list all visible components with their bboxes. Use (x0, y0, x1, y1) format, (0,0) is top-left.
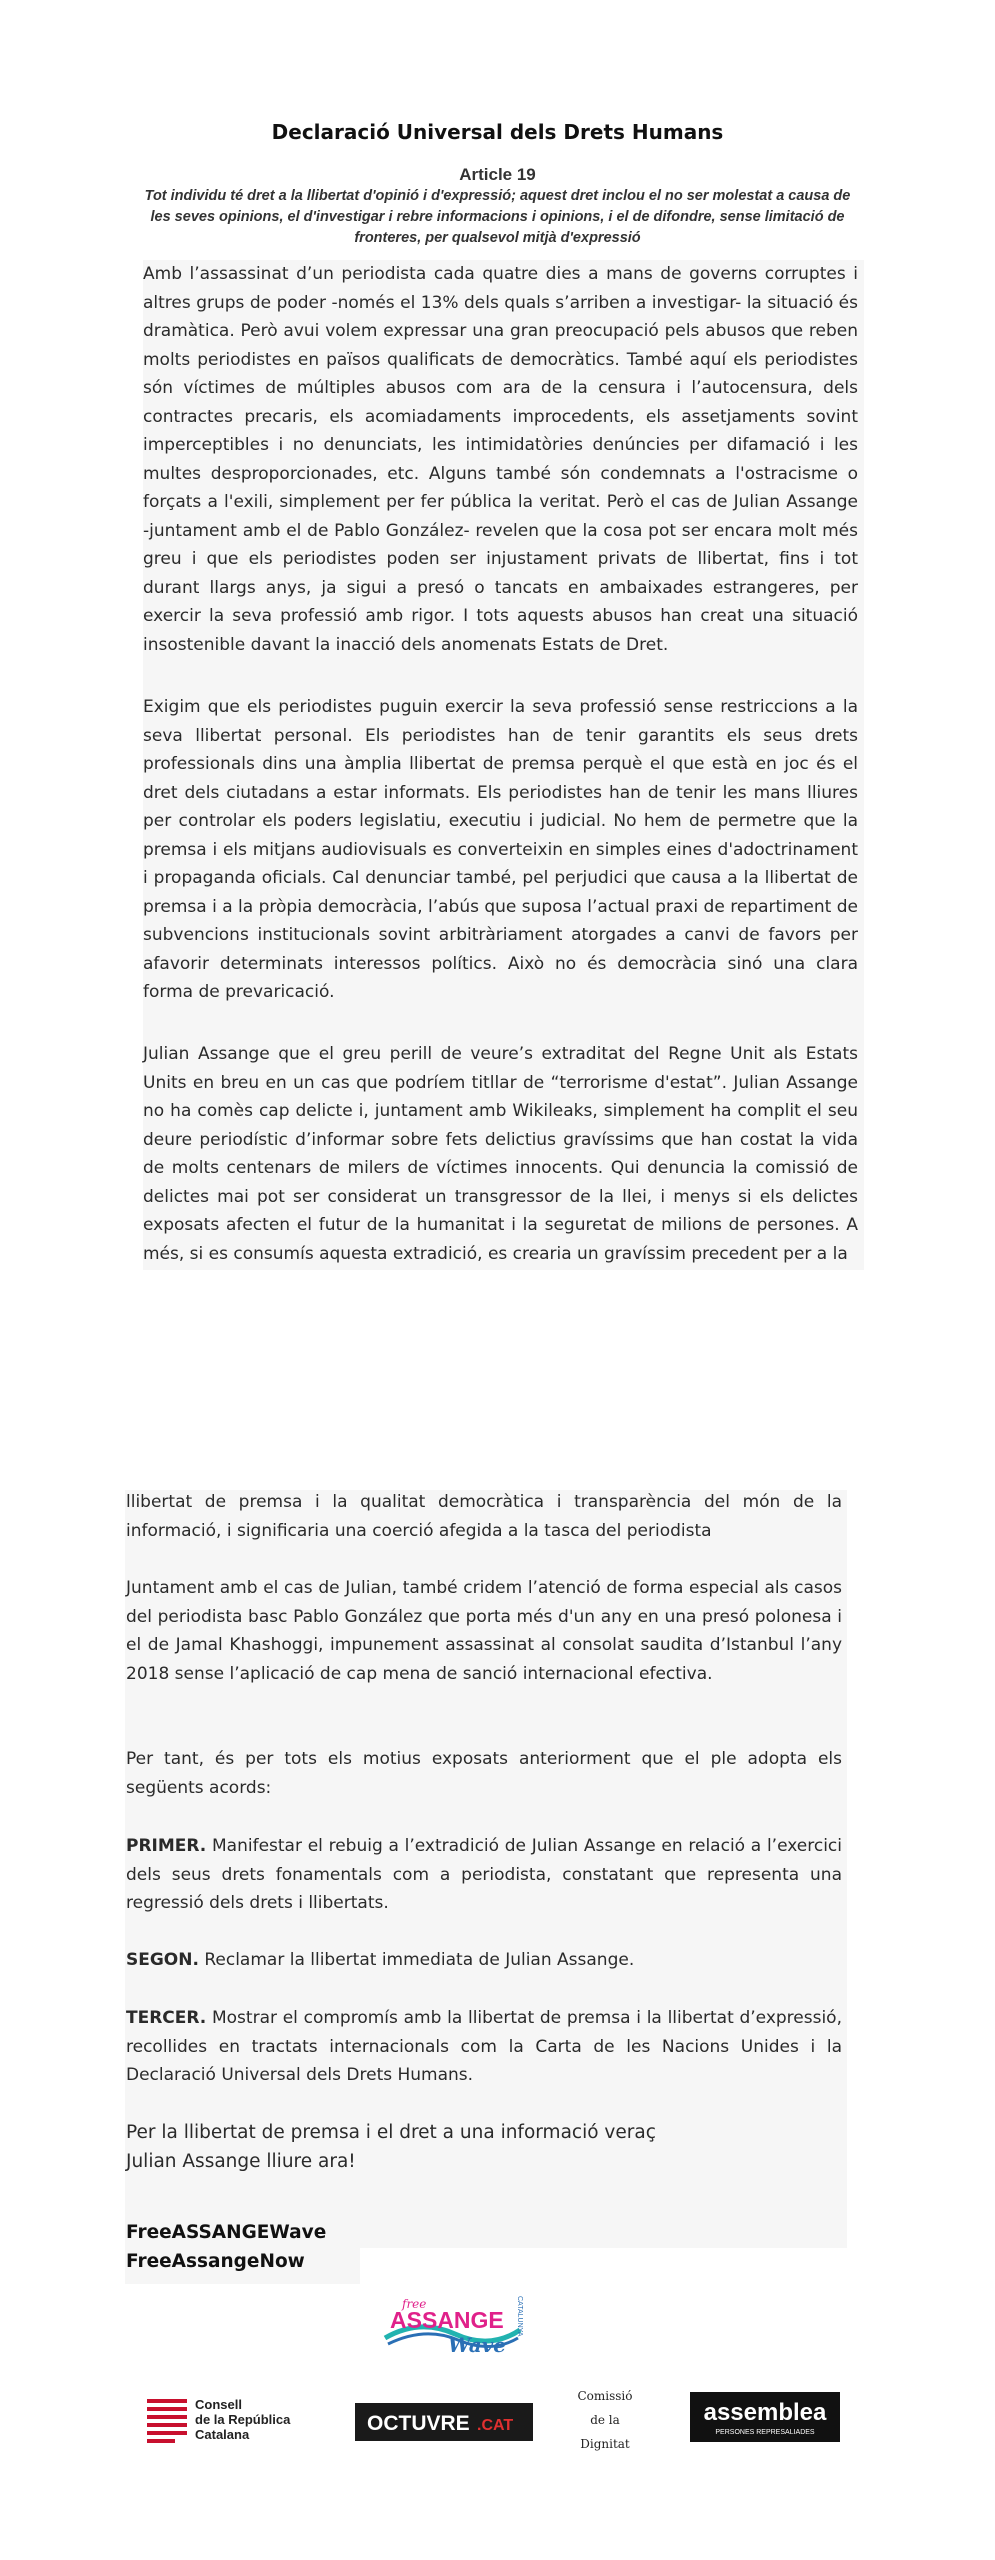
logo-text: Catalana (195, 2427, 250, 2442)
logo-text: CATALUNYA (516, 2296, 523, 2337)
paragraph: llibertat de premsa i la qualitat democràtica i transparència del món de la informació, i significaria una coerció afegida a la tasca del periodista (126, 1492, 842, 1541)
logo-text: ASSANGE (390, 2307, 504, 2333)
assemblea-logo (690, 2392, 840, 2442)
paragraph: Exigim que els periodistes puguin exercir la seva professió sense restriccions a la seva llibertat personal. Els periodistes han de tenir garantits els seus drets professionals dins una àmplia llibertat de premsa perquè el que està en joc és el dret dels ciutadans a estar informats. Els periodistes han de tenir les mans lliures per controlar els poders legislatiu, executiu i judicial. No hem de permetre que la premsa i els mitjans audiovisuals es converteixin en simples eines d'adoctrinament i propaganda oficials. Cal denunciar també, pel perjudici que causa a la llibertat de premsa i a la pròpia democràcia, l’abús que suposa l’actual praxi de repartiment de subvencions institucionals sovint arbitràriament atorgades a canvi de favors per afavorir determinats interessos polítics. Això no és democràcia sinó una clara forma de prevaricació. (143, 697, 858, 1002)
hashtags (126, 2218, 326, 2276)
paragraph: Julian Assange que el greu perill de veure’s extraditat del Regne Unit als Estats Units en breu en un cas que podríem titllar de “terrorisme d'estat”. Julian Assange no ha comès cap delicte i, juntament amb Wikileaks, simplement ha complit el seu deure periodístic d’informar sobre fets delictius gravíssims que han costat la vida de molts centenars de milers de víctimes innocents. Qui denuncia la comissió de delictes mai pot ser considerat un transgressor de la llei, i menys si els delictes exposats afecten el futur de la humanitat i la seguretat de milions de persones. A més, si es consumís aquesta extradició, es crearia un gravíssim precedent per a la (143, 1044, 858, 1264)
closing-statement (126, 2118, 826, 2176)
octuvre-logo (355, 2403, 533, 2441)
agreement-tercer (126, 2004, 842, 2090)
logo-text: PERSONES REPRESALIADES (715, 2429, 815, 2436)
logo-text: de la República (195, 2412, 291, 2427)
paragraph: Juntament amb el cas de Julian, també cridem l’atenció de forma especial als casos del periodista basc Pablo González que porta més d'un any en una presó polonesa i el de Jamal Khashoggi, impunement assassinat al consolat saudita d’Istanbul l’any 2018 sense l’aplicació de cap mena de sanció internacional efectiva. (126, 1578, 842, 1684)
agreement-segon (126, 1946, 842, 1975)
agreement-text: Manifestar el rebuig a l’extradició de Julian Assange en relació a l’exercici dels seus drets fonamentals com a periodista, constatant que representa una regressió dels drets i llibertats. (126, 1836, 842, 1913)
logo-text: Comissió (577, 2389, 633, 2403)
logo-text: de la (590, 2413, 620, 2427)
paragraph: Per tant, és per tots els motius exposats anteriorment que el ple adopta els següents acords: (126, 1749, 842, 1798)
logo-text: assemblea (703, 2399, 827, 2426)
article-quote: Tot individu té dret a la llibertat d'opinió i d'expressió; aquest dret inclou el no ser molestat a causa de les seves opinions, el d'investigar i rebre informacions i opinions, i el de difondre, sense limitació de fronteres, per qualsevol mitjà d'expressió (144, 188, 851, 246)
comissio-dignitat-logo (565, 2384, 645, 2456)
paragraph: Amb l’assassinat d’un periodista cada quatre dies a mans de governs corruptes i altres grups de poder -només el 13% dels quals s’arriben a investigar- la situació és dramàtica. Però avui volem expressar una gran preocupació pels abusos que reben molts periodistes en països qualificats de democràtics. També aquí els periodistes són víctimes de múltiples abusos com ara de la censura i l’autocensura, dels contractes precaris, els acomiadaments improcedents, els assetjaments sovint imperceptibles i no denunciats, les intimidatòries denúncies per difamació i les multes desproporcionades, etc. Alguns també són condemnats a l'ostracisme o forçats a l'exili, simplement per fer pública la veritat. Però el cas de Julian Assange -juntament amb el de Pablo González- revelen que la cosa pot ser encara molt més greu i que els periodistes poden ser injustament privats de llibertat, fins i tot durant llargs anys, ja sigui a presó o tancats en ambaixades estrangeres, per exercir la seva professió amb rigor. I tots aquests abusos han creat una situació insostenible davant la inacció dels anomenats Estats de Dret. (143, 264, 858, 655)
logo-text: free (402, 2297, 427, 2311)
logo-text: Consell (195, 2397, 242, 2412)
hashtag: FreeAssangeNow (126, 2251, 305, 2272)
logo-text: Wave (448, 2333, 507, 2357)
consell-republica-logo (145, 2395, 320, 2445)
article-number: Article 19 (459, 165, 536, 184)
free-assange-wave-logo (380, 2290, 530, 2360)
logo-text: .CAT (477, 2417, 514, 2434)
agreement-key: TERCER. (126, 2008, 207, 2028)
logo-text: Dignitat (580, 2437, 630, 2451)
agreement-key: PRIMER. (126, 1836, 207, 1856)
agreement-key: SEGON. (126, 1950, 199, 1970)
agreement-text: Reclamar la llibertat immediata de Julian Assange. (198, 1950, 635, 1970)
document-title: Declaració Universal dels Drets Humans (271, 120, 724, 144)
closing-line: Julian Assange lliure ara! (126, 2151, 356, 2172)
hashtag: FreeASSANGEWave (126, 2222, 327, 2243)
closing-line: Per la llibertat de premsa i el dret a una informació veraç (126, 2122, 656, 2143)
agreement-text: Mostrar el compromís amb la llibertat de premsa i la llibertat d’expressió, recollides en tractats internacionals com la Carta de les Nacions Unides i la Declaració Universal dels Drets Humans. (126, 2008, 842, 2085)
agreement-primer (126, 1832, 842, 1918)
logo-text: OCTUVRE (367, 2412, 470, 2435)
